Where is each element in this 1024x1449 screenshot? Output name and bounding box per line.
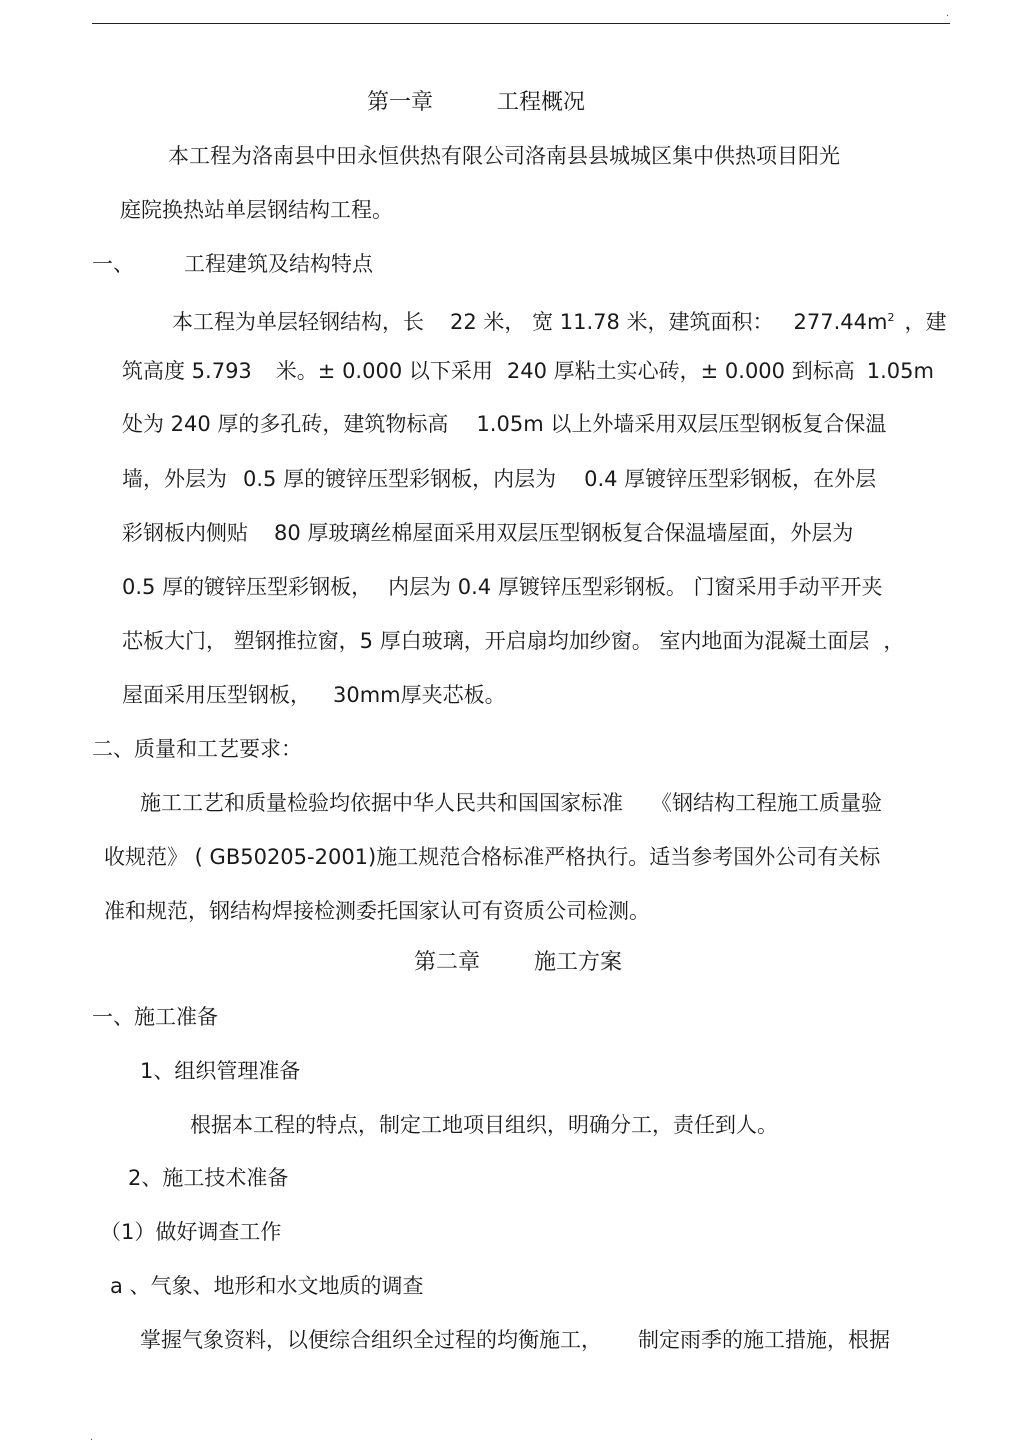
- features-text: 本工程为单层轻钢结构，长: [172, 310, 424, 334]
- chapter1-number: 第一章: [367, 90, 434, 115]
- features-text: 屋面采用压型钢板，: [122, 683, 311, 707]
- features-text: 80 厚玻璃丝棉屋面采用双层压型钢板复合保温墙屋面，外层为: [274, 521, 854, 545]
- intro-line-2: 庭院换热站单层钢结构工程。: [120, 198, 393, 222]
- features-line-4: [122, 466, 876, 492]
- quality-line-2: 收规范》 ( GB50205-2001)施工规范合格标准严格执行。适当参考国外公司有关标: [104, 845, 881, 869]
- chapter2-number: 第二章: [414, 950, 481, 975]
- section1-title: 工程建筑及结构特点: [184, 252, 373, 276]
- chapter1-heading: [367, 90, 585, 116]
- features-line-8: [122, 682, 506, 708]
- features-line-5: [122, 520, 853, 546]
- features-line-7: [122, 628, 904, 654]
- chapter1-title: 工程概况: [497, 90, 586, 115]
- features-text: 芯板大门， 塑钢推拉窗，5 厚白玻璃，开启扇均加纱窗。 室内地面为混凝土面层: [122, 629, 870, 653]
- section1-number: 一、: [92, 252, 134, 276]
- prep-sub-2-item-a: a 、气象、地形和水文地质的调查: [110, 1274, 424, 1298]
- quality-line-3: 准和规范，钢结构焊接检测委托国家认可有资质公司检测。: [104, 899, 650, 923]
- features-line-3: [122, 411, 886, 437]
- prep-sub-2: 2、施工技术准备: [128, 1166, 289, 1190]
- header-rule: [92, 23, 950, 24]
- intro-line-1: 本工程为洛南县中田永恒供热有限公司洛南县县城城区集中供热项目阳光: [168, 144, 840, 168]
- features-text: 1.05m: [866, 359, 934, 383]
- prep-text: 制定雨季的施工措施，根据: [638, 1328, 890, 1352]
- features-text: 墙，外层为: [122, 467, 227, 491]
- prep-sub-1-body: 根据本工程的特点，制定工地项目组织，明确分工，责任到人。: [190, 1113, 778, 1137]
- corner-mark-top: .: [946, 8, 950, 19]
- prep-text: 掌握气象资料，以便综合组织全过程的均衡施工，: [140, 1328, 602, 1352]
- chapter2-heading: [414, 950, 622, 976]
- standard-title: 《钢结构工程施工质量验: [651, 791, 882, 815]
- chapter2-title: 施工方案: [534, 950, 623, 975]
- prep-sub-2-item: （1）做好调查工作: [100, 1220, 282, 1244]
- features-text: 彩钢板内侧贴: [122, 521, 248, 545]
- corner-mark-bottom: .: [90, 1432, 94, 1443]
- area-superscript: 2: [887, 311, 895, 324]
- features-text: 米。± 0.000 以下采用: [275, 359, 493, 383]
- features-text: 内层为 0.4 厚镀锌压型彩钢板。 门窗采用手动平开夹: [388, 575, 883, 599]
- features-text: 0.4 厚镀锌压型彩钢板，在外层: [584, 467, 877, 491]
- quality-line-1: [140, 790, 882, 816]
- quality-text: 施工工艺和质量检验均依据中华人民共和国国家标准: [140, 791, 623, 815]
- features-text: 0.5 厚的镀锌压型彩钢板，内层为: [243, 467, 557, 491]
- features-text: 30mm厚夹芯板。: [333, 683, 506, 707]
- features-text: 240 厚粘土实心砖，± 0.000 到标高: [506, 359, 855, 383]
- prep-heading: 一、施工准备: [92, 1005, 218, 1029]
- section2-heading: 二、质量和工艺要求：: [92, 737, 302, 761]
- features-text: 0.5 厚的镀锌压型彩钢板，: [122, 575, 373, 599]
- features-line-1: [172, 305, 946, 335]
- area-value: 277.44m: [793, 310, 888, 334]
- prep-last-line: [140, 1327, 890, 1353]
- section1-heading: [92, 251, 373, 277]
- features-text: 22 米， 宽 11.78 米，建筑面积：: [450, 310, 774, 334]
- features-line-2: [122, 358, 934, 384]
- features-text: 1.05m 以上外墙采用双层压型钢板复合保温: [476, 412, 887, 436]
- features-line-6: [122, 574, 883, 600]
- features-text: 处为 240 厚的多孔砖，建筑物标高: [122, 412, 449, 436]
- features-text: 筑高度 5.793: [122, 359, 252, 383]
- prep-sub-1: 1、组织管理准备: [140, 1059, 301, 1083]
- features-text: ，: [883, 629, 905, 653]
- features-text: ，建: [904, 310, 947, 334]
